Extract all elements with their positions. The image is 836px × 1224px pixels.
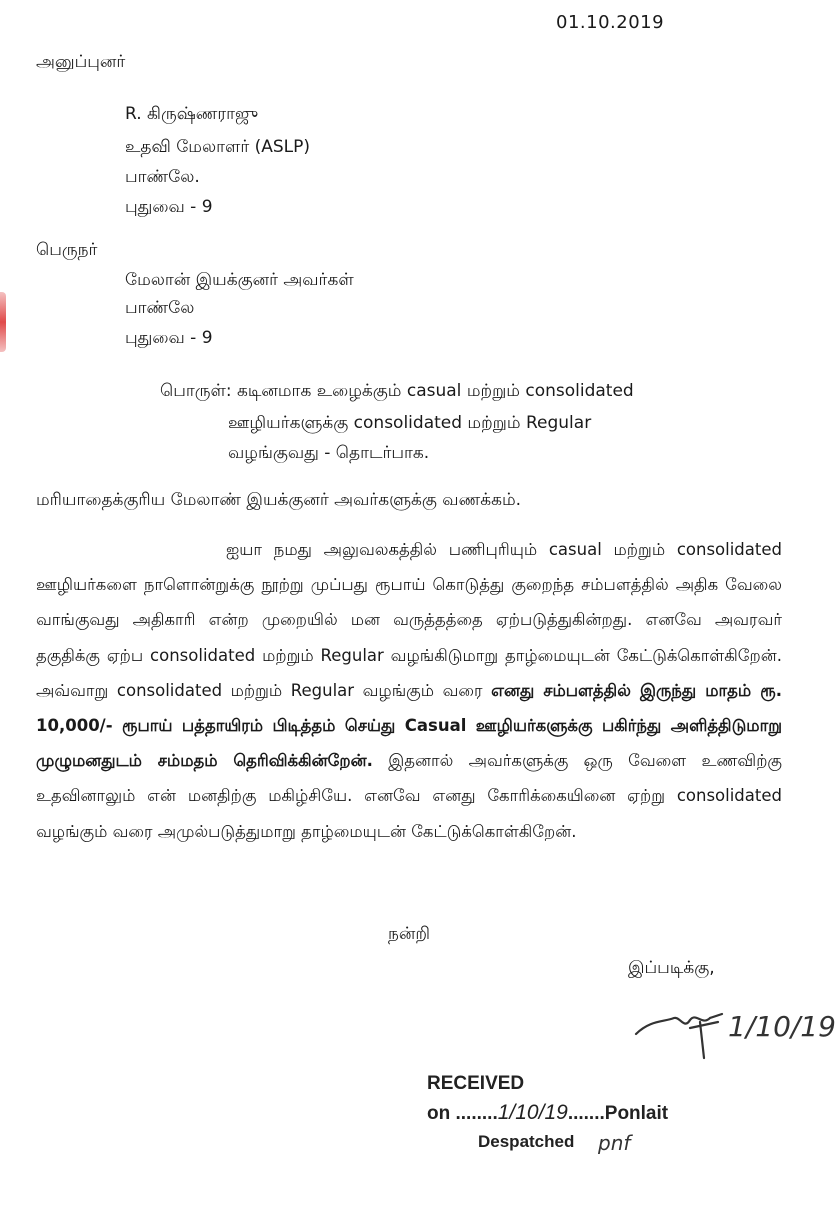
subject-line-1: பொருள்: கடினமாக உழைக்கும் casual மற்றும் consolidated	[160, 381, 634, 401]
subject-line-3: வழங்குவது - தொடர்பாக.	[228, 443, 430, 463]
sender-place: பாண்லே.	[125, 167, 200, 187]
subject-line-2: ஊழியர்களுக்கு consolidated மற்றும் Regular	[228, 413, 592, 433]
letter-body	[36, 532, 782, 849]
recipient-name: மேலான் இயக்குனர் அவர்கள்	[125, 270, 354, 290]
letter-date: 01.10.2019	[556, 12, 665, 33]
stamp-dots-right: .......	[567, 1103, 605, 1124]
body-part-2: இதனால் அவர்களுக்கு ஒரு வேளை உணவிற்கு உதவினாலும் என் மனதிற்கு மகிழ்சியே. எனவே எனது கோரிக்கையினை ஏற்று consolidated வழங்கும் வரை அமுல்படுத்துமாறு தாழ்மையுடன் கேட்டுக்கொள்கிறேன்.	[36, 751, 783, 841]
stamp-received-date: 1/10/19	[497, 1101, 568, 1124]
sender-designation: உதவி மேலாளர் (ASLP)	[125, 137, 311, 157]
stamp-dots-left: ........	[455, 1103, 498, 1124]
recipient-label: பெருநர்	[36, 240, 98, 260]
salutation: மரியாதைக்குரிய மேலாண் இயக்குனர் அவர்களுக்கு வணக்கம்.	[36, 490, 522, 510]
stamp-place: Ponlait	[604, 1103, 669, 1124]
page-edge-mark	[0, 292, 6, 352]
recipient-city: புதுவை - 9	[125, 328, 213, 348]
sender-label: அனுப்புனர்	[36, 52, 126, 72]
signature-date: 1/10/19	[728, 1010, 836, 1043]
stamp-despatched: Despatched	[478, 1132, 575, 1151]
stamp-initials: pnf	[598, 1131, 631, 1155]
stamp-on-prefix: on	[427, 1103, 451, 1124]
sender-name: R. கிருஷ்ணராஜு	[125, 104, 259, 124]
stamp-on-line	[427, 1101, 668, 1125]
sender-city: புதுவை - 9	[125, 197, 213, 217]
recipient-place: பாண்லே	[125, 298, 195, 318]
thanks-text: நன்றி	[388, 924, 431, 944]
closing-text: இப்படிக்கு,	[628, 958, 715, 978]
stamp-received: RECEIVED	[427, 1073, 525, 1094]
body-part-1: ஐயா நமது அலுவலகத்தில் பணிபுரியும் casual மற்றும் consolidated ஊழியர்களை நாளொன்றுக்கு நூற்று முப்பது ரூபாய் கொடுத்து குறைந்த சம்பளத்தில் அதிக வேலை வாங்குவது அதிகாரி என்ற முறையில் மன வருத்தத்தை ஏற்படுத்துகின்றது. எனவே அவரவர் தகுதிக்கு ஏற்ப consolidated மற்றும் Regular வழங்கிடுமாறு தாழ்மையுடன் கேட்டுக்கொள்கிறேன். அவ்வாறு consolidated மற்றும் Regular வழங்கும் வரை	[36, 540, 782, 700]
body-bold-pledge: எனது சம்பளத்தில் இருந்து மாதம் ரூ. 10,000/- ரூபாய் பத்தாயிரம் பிடித்தம் செய்து Casual ஊழியர்களுக்கு பகிர்ந்து அளித்திடுமாறு முழுமனதுடம் சம்மதம் தெரிவிக்கின்றேன்.	[36, 680, 782, 771]
